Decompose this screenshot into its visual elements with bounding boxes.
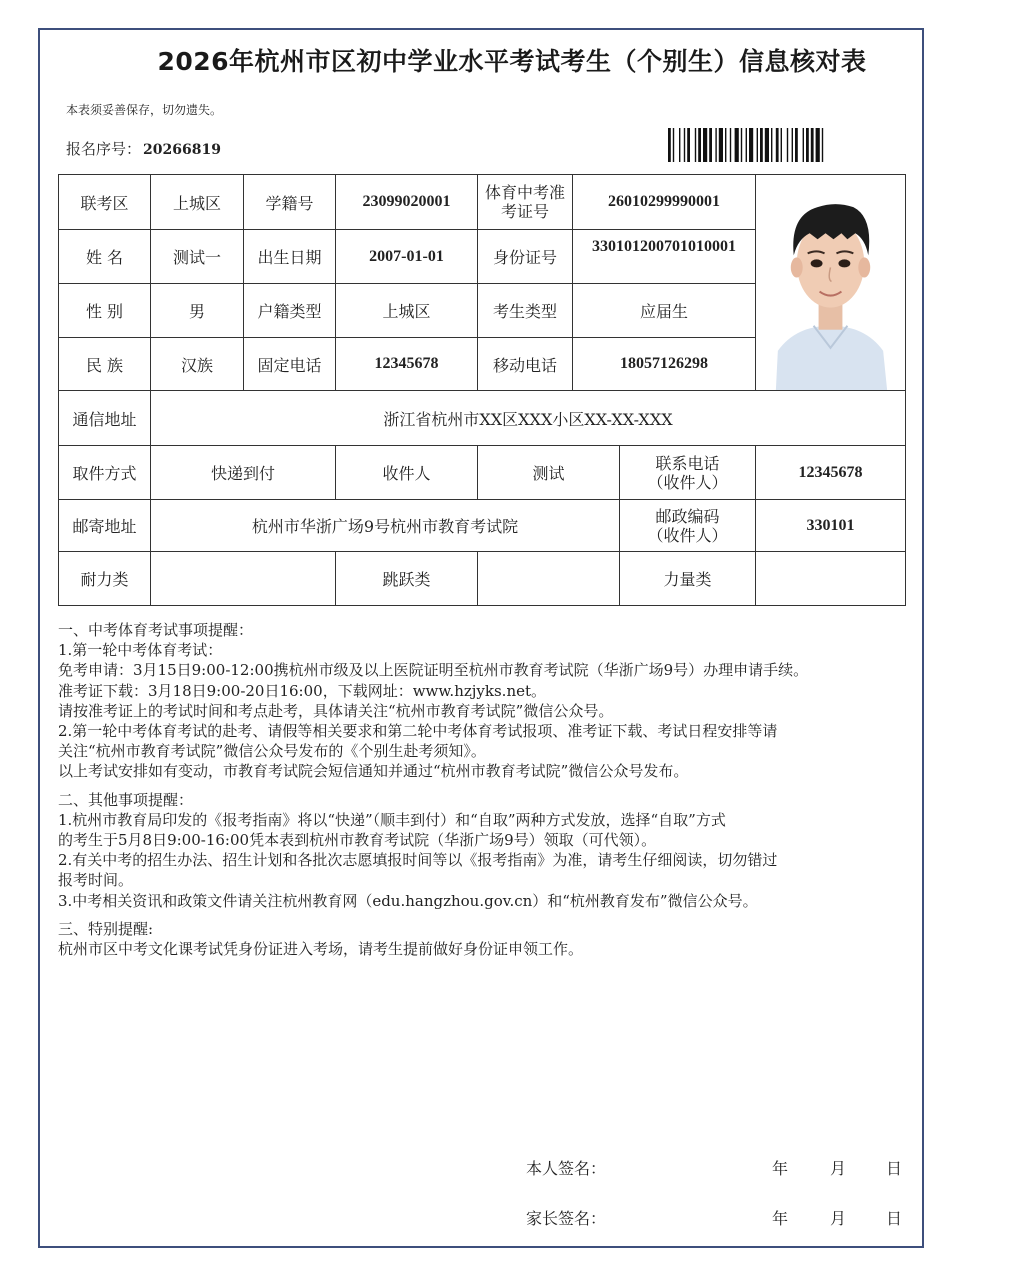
value-recipient: 测试 xyxy=(478,446,620,500)
registration-value: 20266819 xyxy=(143,142,221,158)
section1-line2: 免考申请：3月15日9:00-12:00携杭州市级及以上医院证明至杭州市教育考试院（华浙广场9号）办理申请手续。 xyxy=(58,661,809,680)
label-jumping: 跳跃类 xyxy=(336,552,478,606)
label-mobile: 移动电话 xyxy=(478,338,573,391)
registration-number xyxy=(66,138,221,159)
value-birth-date: 2007-01-01 xyxy=(336,230,478,284)
value-candidate-type: 应届生 xyxy=(573,284,756,338)
student-photo xyxy=(756,175,906,391)
section1-line7: 以上考试安排如有变动，市教育考试院会短信通知并通过“杭州市教育考试院”微信公众号发布。 xyxy=(58,762,689,781)
value-endurance xyxy=(151,552,336,606)
label-contact-phone-line1: 联系电话 xyxy=(655,453,720,473)
value-jumping xyxy=(478,552,620,606)
value-strength xyxy=(756,552,906,606)
label-strength: 力量类 xyxy=(620,552,756,606)
label-mail-address: 邮寄地址 xyxy=(59,500,151,552)
label-birth-date: 出生日期 xyxy=(244,230,336,284)
label-name: 姓 名 xyxy=(59,230,151,284)
keep-safe-notice: 本表须妥善保存，切勿遗失。 xyxy=(66,103,223,117)
value-pe-ticket: 26010299990001 xyxy=(573,175,756,230)
section1-line6: 关注“杭州市教育考试院”微信公众号发布的《个别生赴考须知》。 xyxy=(58,742,486,761)
self-signature-day: 日 xyxy=(886,1159,903,1178)
value-address: 浙江省杭州市XX区XXX小区XX-XX-XXX xyxy=(151,391,906,446)
label-exam-district: 联考区 xyxy=(59,175,151,230)
self-signature-label: 本人签名： xyxy=(526,1159,607,1178)
value-gender: 男 xyxy=(151,284,244,338)
label-id-number: 身份证号 xyxy=(478,230,573,284)
label-pickup-method: 取件方式 xyxy=(59,446,151,500)
section2-line3: 2.有关中考的招生办法、招生计划和各批次志愿填报时间等以《报考指南》为准，请考生仔细阅读，切勿错过 xyxy=(58,851,778,870)
value-postal-code: 330101 xyxy=(756,500,906,552)
section3-title: 三、特别提醒: xyxy=(58,919,154,938)
label-contact-phone xyxy=(620,446,756,500)
label-household-type: 户籍类型 xyxy=(244,284,336,338)
parent-signature-year: 年 xyxy=(772,1209,789,1228)
reminders-section xyxy=(58,620,908,959)
value-id-number: 330101200701010001 xyxy=(573,230,756,284)
label-ethnicity: 民 族 xyxy=(59,338,151,391)
self-signature-year: 年 xyxy=(772,1159,789,1178)
info-table xyxy=(58,174,906,606)
section1-line1: 1.第一轮中考体育考试： xyxy=(58,641,223,660)
value-mobile: 18057126298 xyxy=(573,338,756,391)
value-ethnicity: 汉族 xyxy=(151,338,244,391)
section2-line2: 的考生于5月8日9:00-16:00凭本表到杭州市教育考试院（华浙广场9号）领取（可代领）。 xyxy=(58,831,657,850)
registration-label: 报名序号： xyxy=(66,140,142,158)
label-landline: 固定电话 xyxy=(244,338,336,391)
value-exam-district: 上城区 xyxy=(151,175,244,230)
label-candidate-type: 考生类型 xyxy=(478,284,573,338)
portrait-image xyxy=(756,175,905,390)
section1-line4: 请按准考证上的考试时间和考点赴考，具体请关注“杭州市教育考试院”微信公众号。 xyxy=(58,701,614,720)
section2-line1: 1.杭州市教育局印发的《报考指南》将以“快递”（顺丰到付）和“自取”两种方式发放，选择“自取”方式 xyxy=(58,810,726,829)
label-address: 通信地址 xyxy=(59,391,151,446)
section1-line3: 准考证下载：3月18日9:00-20日16:00，下载网址：www.hzjyks.net。 xyxy=(58,681,547,700)
section2-title: 二、其他事项提醒： xyxy=(58,790,194,809)
label-endurance: 耐力类 xyxy=(59,552,151,606)
parent-signature-day: 日 xyxy=(886,1209,903,1228)
section2-line5: 3.中考相关资讯和政策文件请关注杭州教育网（edu.hangzhou.gov.cn）和“杭州教育发布”微信公众号。 xyxy=(58,891,758,910)
label-postal-code-line2: （收件人） xyxy=(647,525,728,545)
section2-line4: 报考时间。 xyxy=(58,871,134,890)
label-postal-code xyxy=(620,500,756,552)
label-student-id: 学籍号 xyxy=(244,175,336,230)
value-landline: 12345678 xyxy=(336,338,478,391)
self-signature-month: 月 xyxy=(830,1159,847,1178)
value-name: 测试一 xyxy=(151,230,244,284)
section3-line1: 杭州市区中考文化课考试凭身份证进入考场，请考生提前做好身份证申领工作。 xyxy=(58,940,584,959)
document-title: 2026年杭州市区初中学业水平考试考生（个别生）信息核对表 xyxy=(157,47,867,76)
value-mail-address: 杭州市华浙广场9号杭州市教育考试院 xyxy=(151,500,620,552)
parent-signature-month: 月 xyxy=(830,1209,847,1228)
section1-title: 一、中考体育考试事项提醒： xyxy=(58,621,254,639)
label-postal-code-line1: 邮政编码 xyxy=(655,506,720,526)
value-household-type: 上城区 xyxy=(336,284,478,338)
label-contact-phone-line2: （收件人） xyxy=(647,472,728,492)
value-contact-phone: 12345678 xyxy=(756,446,906,500)
section1-line5: 2.第一轮中考体育考试的赴考、请假等相关要求和第二轮中考体育考试报项、准考证下载、考试日程安排等请 xyxy=(58,722,778,741)
value-student-id: 23099020001 xyxy=(336,175,478,230)
barcode xyxy=(668,128,896,162)
value-pickup-method: 快递到付 xyxy=(151,446,336,500)
label-recipient: 收件人 xyxy=(336,446,478,500)
label-pe-ticket: 体育中考准考证号 xyxy=(478,175,573,230)
parent-signature-label: 家长签名： xyxy=(526,1209,607,1228)
label-gender: 性 别 xyxy=(59,284,151,338)
